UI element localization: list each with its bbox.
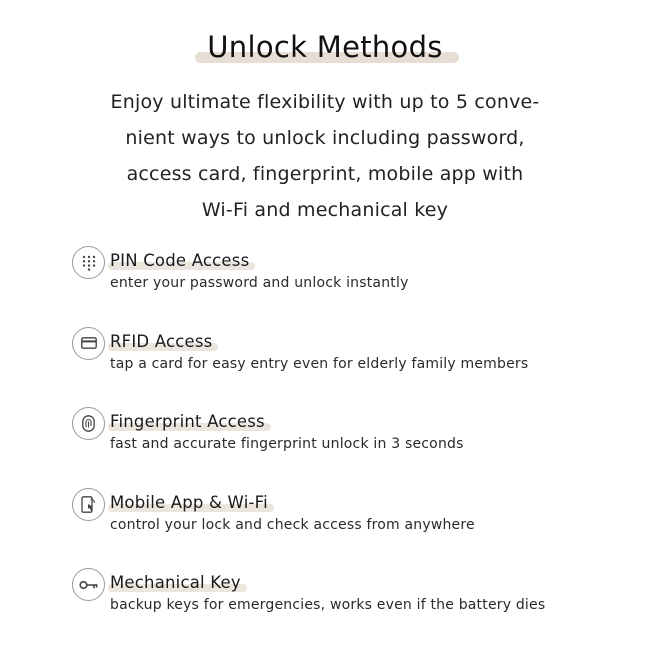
method-description: control your lock and check access from anywhere — [110, 516, 475, 533]
method-rfid — [72, 325, 632, 406]
method-description: backup keys for emergencies, works even if the battery dies — [110, 597, 546, 613]
method-title: PIN Code Access — [110, 251, 250, 270]
method-title: Mobile App & Wi-Fi — [110, 492, 268, 512]
method-title: RFID Access — [110, 331, 213, 351]
method-description: tap a card for easy entry even for elderly family members — [110, 355, 529, 372]
method-mechanical-key — [72, 566, 632, 647]
page-title: Unlock Methods — [199, 30, 450, 64]
method-description: fast and accurate fingerprint unlock in 3 seconds — [110, 436, 464, 452]
title-container — [0, 30, 650, 64]
method-title: Fingerprint Access — [110, 412, 265, 431]
mobile-app-icon — [72, 488, 105, 521]
method-mobile-app — [72, 486, 632, 567]
intro-line: nient ways to unlock including password, — [125, 127, 525, 149]
method-description: enter your password and unlock instantly — [110, 275, 409, 291]
card-icon — [72, 327, 105, 360]
method-title: Mechanical Key — [110, 573, 241, 592]
fingerprint-icon — [72, 407, 105, 440]
method-fingerprint — [72, 405, 632, 486]
intro-line: access card, fingerprint, mobile app with — [126, 163, 524, 185]
key-icon — [72, 568, 105, 601]
method-pin-code — [72, 244, 632, 325]
intro-line: Enjoy ultimate flexibility with up to 5 conve- — [110, 91, 540, 113]
unlock-methods-list — [72, 244, 632, 647]
intro-paragraph — [60, 84, 590, 228]
keypad-icon — [72, 246, 105, 279]
intro-line: Wi-Fi and mechanical key — [201, 199, 449, 221]
